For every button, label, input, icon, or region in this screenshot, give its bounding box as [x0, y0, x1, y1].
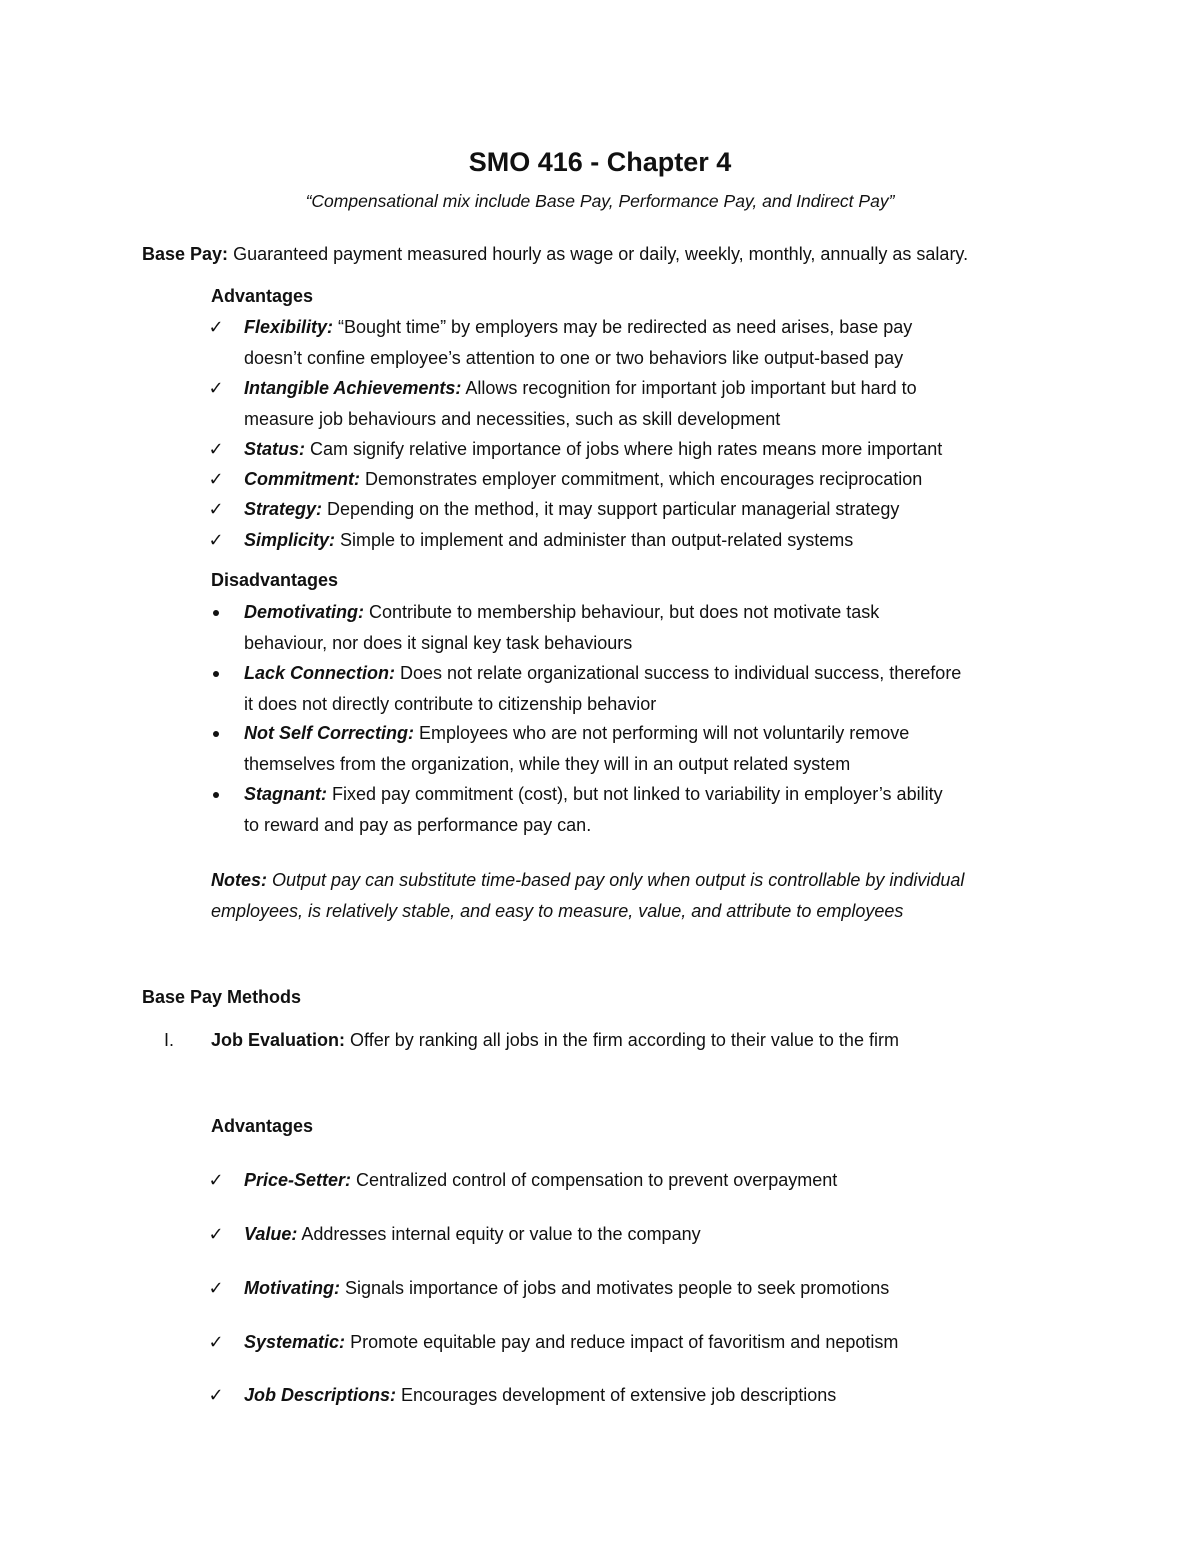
advantage-term: Strategy:	[244, 499, 323, 519]
advantage-item	[208, 373, 1064, 434]
bullet-dot-icon	[204, 718, 228, 748]
check-mark-icon: ✓	[208, 469, 224, 489]
advantage-item	[208, 464, 1064, 495]
advantage-text: Depending on the method, it may support particular managerial strategy	[322, 499, 900, 519]
check-mark-icon: ✓	[208, 530, 224, 550]
disadvantage-term: Not Self Correcting:	[244, 723, 415, 743]
advantage-2-item	[208, 1273, 1064, 1304]
method-numeral: I.	[164, 1030, 175, 1050]
check-mark-icon: ✓	[208, 1170, 224, 1190]
check-mark-icon: ✓	[208, 1278, 224, 1298]
disadvantage-term: Stagnant:	[244, 784, 327, 804]
advantage-2-text: Promote equitable pay and reduce impact of favoritism and nepotism	[345, 1332, 899, 1352]
disadvantage-term: Lack Connection:	[244, 663, 396, 683]
advantage-2-term: Motivating:	[244, 1278, 340, 1298]
check-mark-icon: ✓	[208, 378, 224, 398]
notes-line-2: employees, is relatively stable, and easy to measure, value, and attribute to employees	[211, 901, 904, 921]
advantage-2-item	[208, 1219, 1064, 1250]
disadvantage-item	[244, 779, 1064, 840]
advantages-heading-2: Advantages	[211, 1116, 314, 1136]
advantage-text-cont: doesn’t confine employee’s attention to one or two behaviors like output-based pay	[244, 347, 904, 368]
advantage-text: Demonstrates employer commitment, which encourages reciprocation	[360, 469, 923, 489]
check-mark-icon: ✓	[208, 439, 224, 459]
base-pay-label: Base Pay:	[142, 244, 229, 264]
advantage-term: Status:	[244, 439, 306, 459]
notes-line-1	[211, 868, 964, 892]
advantage-2-term: Job Descriptions:	[244, 1385, 397, 1405]
check-mark-icon: ✓	[208, 499, 224, 519]
advantages-heading: Advantages	[211, 286, 314, 306]
advantage-2-item	[208, 1165, 1064, 1196]
advantage-2-term: Systematic:	[244, 1332, 346, 1352]
check-mark-icon: ✓	[208, 1385, 224, 1405]
method-job-evaluation	[211, 1028, 899, 1052]
advantage-text: Simple to implement and administer than output-related systems	[335, 530, 854, 550]
base-pay-definition	[142, 242, 968, 266]
advantage-2-text: Addresses internal equity or value to the company	[297, 1224, 701, 1244]
method-label: Job Evaluation:	[211, 1030, 346, 1050]
disadvantage-item	[244, 718, 1064, 779]
advantage-text-cont: measure job behaviours and necessities, such as skill development	[244, 408, 781, 429]
method-text: Offer by ranking all jobs in the firm according to their value to the firm	[345, 1030, 899, 1050]
disadvantages-heading: Disadvantages	[211, 570, 339, 590]
advantage-item	[208, 525, 1064, 556]
notes-text: Output pay can substitute time-based pay only when output is controllable by individual	[267, 870, 965, 890]
advantage-2-item	[208, 1380, 1064, 1411]
advantage-2-text: Centralized control of compensation to prevent overpayment	[351, 1170, 838, 1190]
advantage-term: Simplicity:	[244, 530, 336, 550]
methods-heading: Base Pay Methods	[142, 987, 302, 1007]
base-pay-text: Guaranteed payment measured hourly as wage or daily, weekly, monthly, annually as salary.	[228, 244, 969, 264]
notes-label: Notes:	[211, 870, 268, 890]
bullet-dot-icon	[204, 779, 228, 809]
advantage-text: Allows recognition for important job important but hard to	[461, 378, 917, 398]
bullet-dot-icon	[204, 597, 228, 627]
disadvantage-item	[244, 658, 1064, 719]
advantage-2-text: Signals importance of jobs and motivates people to seek promotions	[340, 1278, 890, 1298]
page-title: SMO 416 - Chapter 4	[468, 147, 732, 177]
advantage-2-term: Value:	[244, 1224, 298, 1244]
advantage-text: Cam signify relative importance of jobs where high rates means more important	[305, 439, 943, 459]
advantage-item	[208, 494, 1064, 525]
advantage-item	[208, 434, 1064, 465]
disadvantage-term: Demotivating:	[244, 602, 365, 622]
disadvantage-text-cont: themselves from the organization, while they will in an output related system	[244, 753, 851, 774]
advantage-term: Commitment:	[244, 469, 360, 489]
disadvantage-text: Employees who are not performing will not voluntarily remove	[414, 723, 910, 743]
check-mark-icon: ✓	[208, 1224, 224, 1244]
check-mark-icon: ✓	[208, 1332, 224, 1352]
disadvantage-text: Does not relate organizational success to individual success, therefore	[395, 663, 962, 683]
advantage-2-term: Price-Setter:	[244, 1170, 352, 1190]
advantage-term: Intangible Achievements:	[244, 378, 462, 398]
check-mark-icon: ✓	[208, 317, 224, 337]
page-subtitle: “Compensational mix include Base Pay, Performance Pay, and Indirect Pay”	[305, 191, 895, 211]
advantage-2-text: Encourages development of extensive job descriptions	[396, 1385, 837, 1405]
bullet-dot-icon	[204, 658, 228, 688]
advantage-term: Flexibility:	[244, 317, 334, 337]
disadvantage-text-cont: to reward and pay as performance pay can.	[244, 814, 592, 835]
disadvantage-text-cont: behaviour, nor does it signal key task behaviours	[244, 632, 633, 653]
disadvantage-item	[244, 597, 1064, 658]
advantage-2-item	[208, 1327, 1064, 1358]
advantage-text: “Bought time” by employers may be redirected as need arises, base pay	[333, 317, 913, 337]
disadvantage-text: Contribute to membership behaviour, but does not motivate task	[364, 602, 880, 622]
disadvantage-text-cont: it does not directly contribute to citizenship behavior	[244, 693, 657, 714]
advantage-item	[208, 312, 1064, 373]
disadvantage-text: Fixed pay commitment (cost), but not linked to variability in employer’s ability	[327, 784, 943, 804]
